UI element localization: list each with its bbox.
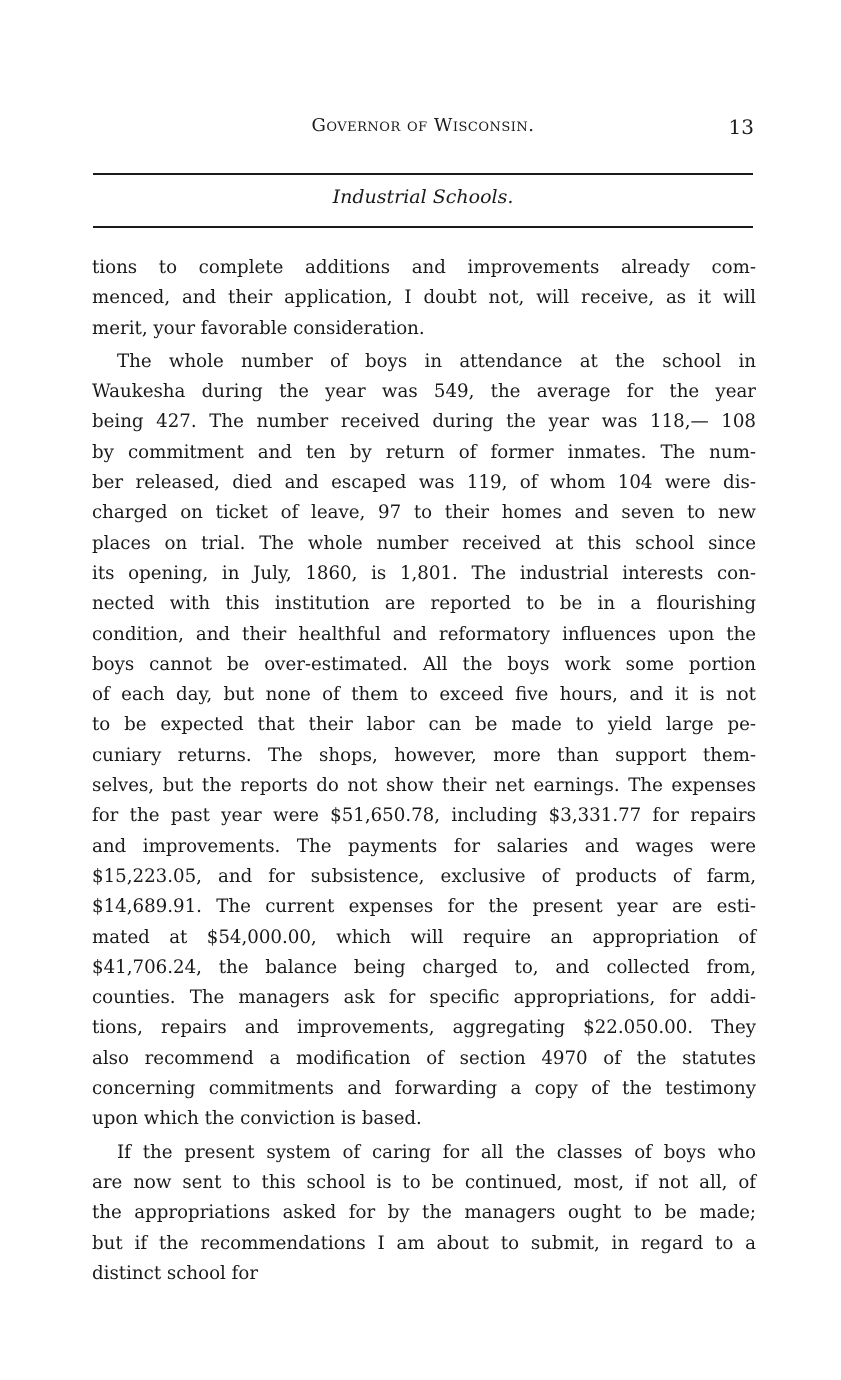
text-line: charged on ticket of leave, 97 to their homes and seven to new bbox=[92, 502, 756, 524]
text-line: cuniary returns. The shops, however, more than support them- bbox=[92, 744, 756, 766]
text-line: tions to complete additions and improvements already com- bbox=[92, 257, 756, 278]
text-line: being 427. The number received during the year was 118,— 108 bbox=[92, 411, 756, 433]
text-line: of each day, but none of them to exceed five hours, and it is not bbox=[92, 684, 756, 706]
text-line: its opening, in July, 1860, is 1,801. The industrial interests con- bbox=[92, 562, 756, 584]
text-line: and improvements. The payments for salaries and wages were bbox=[92, 835, 756, 857]
bottom-rule bbox=[93, 226, 753, 228]
text-line: for the past year were $51,650.78, including $3,331.77 for repairs bbox=[92, 805, 756, 827]
text-line: are now sent to this school is to be continued, most, if not all, of bbox=[92, 1171, 756, 1193]
text-line: distinct school for bbox=[92, 1262, 259, 1284]
top-rule bbox=[93, 173, 753, 175]
body-text bbox=[92, 253, 756, 1289]
paragraph-2 bbox=[92, 347, 756, 1135]
text-line: merit, your favorable consideration. bbox=[92, 317, 425, 339]
running-head bbox=[92, 115, 754, 145]
text-line: $41,706.24, the balance being charged to, and collected from, bbox=[92, 956, 756, 978]
text-line: $15,223.05, and for subsistence, exclusive of products of farm, bbox=[92, 865, 756, 887]
text-line: mated at $54,000.00, which will require an appropriation of bbox=[92, 926, 756, 948]
section-heading: Industrial Schools. bbox=[332, 186, 514, 208]
text-line: by commitment and ten by return of former inmates. The num- bbox=[92, 441, 756, 463]
paragraph-3 bbox=[92, 1138, 756, 1289]
text-line: ber released, died and escaped was 119, of whom 104 were dis- bbox=[92, 472, 756, 494]
text-line: to be expected that their labor can be made to yield large pe- bbox=[92, 714, 756, 736]
text-line: $14,689.91. The current expenses for the present year are esti- bbox=[92, 896, 756, 918]
text-line: If the present system of caring for all the classes of boys who bbox=[117, 1141, 756, 1163]
text-line: condition, and their healthful and reformatory influences upon the bbox=[92, 623, 756, 645]
paragraph-1 bbox=[92, 253, 756, 344]
text-line: tions, repairs and improvements, aggregating $22.050.00. They bbox=[92, 1017, 756, 1039]
text-line: menced, and their application, I doubt not, will receive, as it will bbox=[92, 287, 756, 309]
text-line: selves, but the reports do not show their net earnings. The expenses bbox=[92, 775, 756, 797]
text-line: nected with this institution are reported to be in a flourishing bbox=[92, 593, 756, 615]
text-line: the appropriations asked for by the managers ought to be made; bbox=[92, 1202, 756, 1224]
text-line: The whole number of boys in attendance at the school in bbox=[117, 350, 756, 372]
text-line: upon which the conviction is based. bbox=[92, 1108, 422, 1130]
text-line: Waukesha during the year was 549, the average for the year bbox=[92, 381, 756, 403]
text-line: but if the recommendations I am about to submit, in regard to a bbox=[92, 1232, 756, 1254]
text-line: concerning commitments and forwarding a copy of the testimony bbox=[92, 1078, 756, 1100]
text-line: places on trial. The whole number received at this school since bbox=[92, 532, 756, 554]
page-number: 13 bbox=[728, 115, 754, 139]
text-line: boys cannot be over-estimated. All the boys work some portion bbox=[92, 653, 756, 675]
text-line: also recommend a modification of section 4970 of the statutes bbox=[92, 1047, 756, 1069]
text-line: counties. The managers ask for specific appropriations, for addi- bbox=[92, 987, 756, 1009]
running-title: Governor of Wisconsin. bbox=[311, 115, 535, 136]
